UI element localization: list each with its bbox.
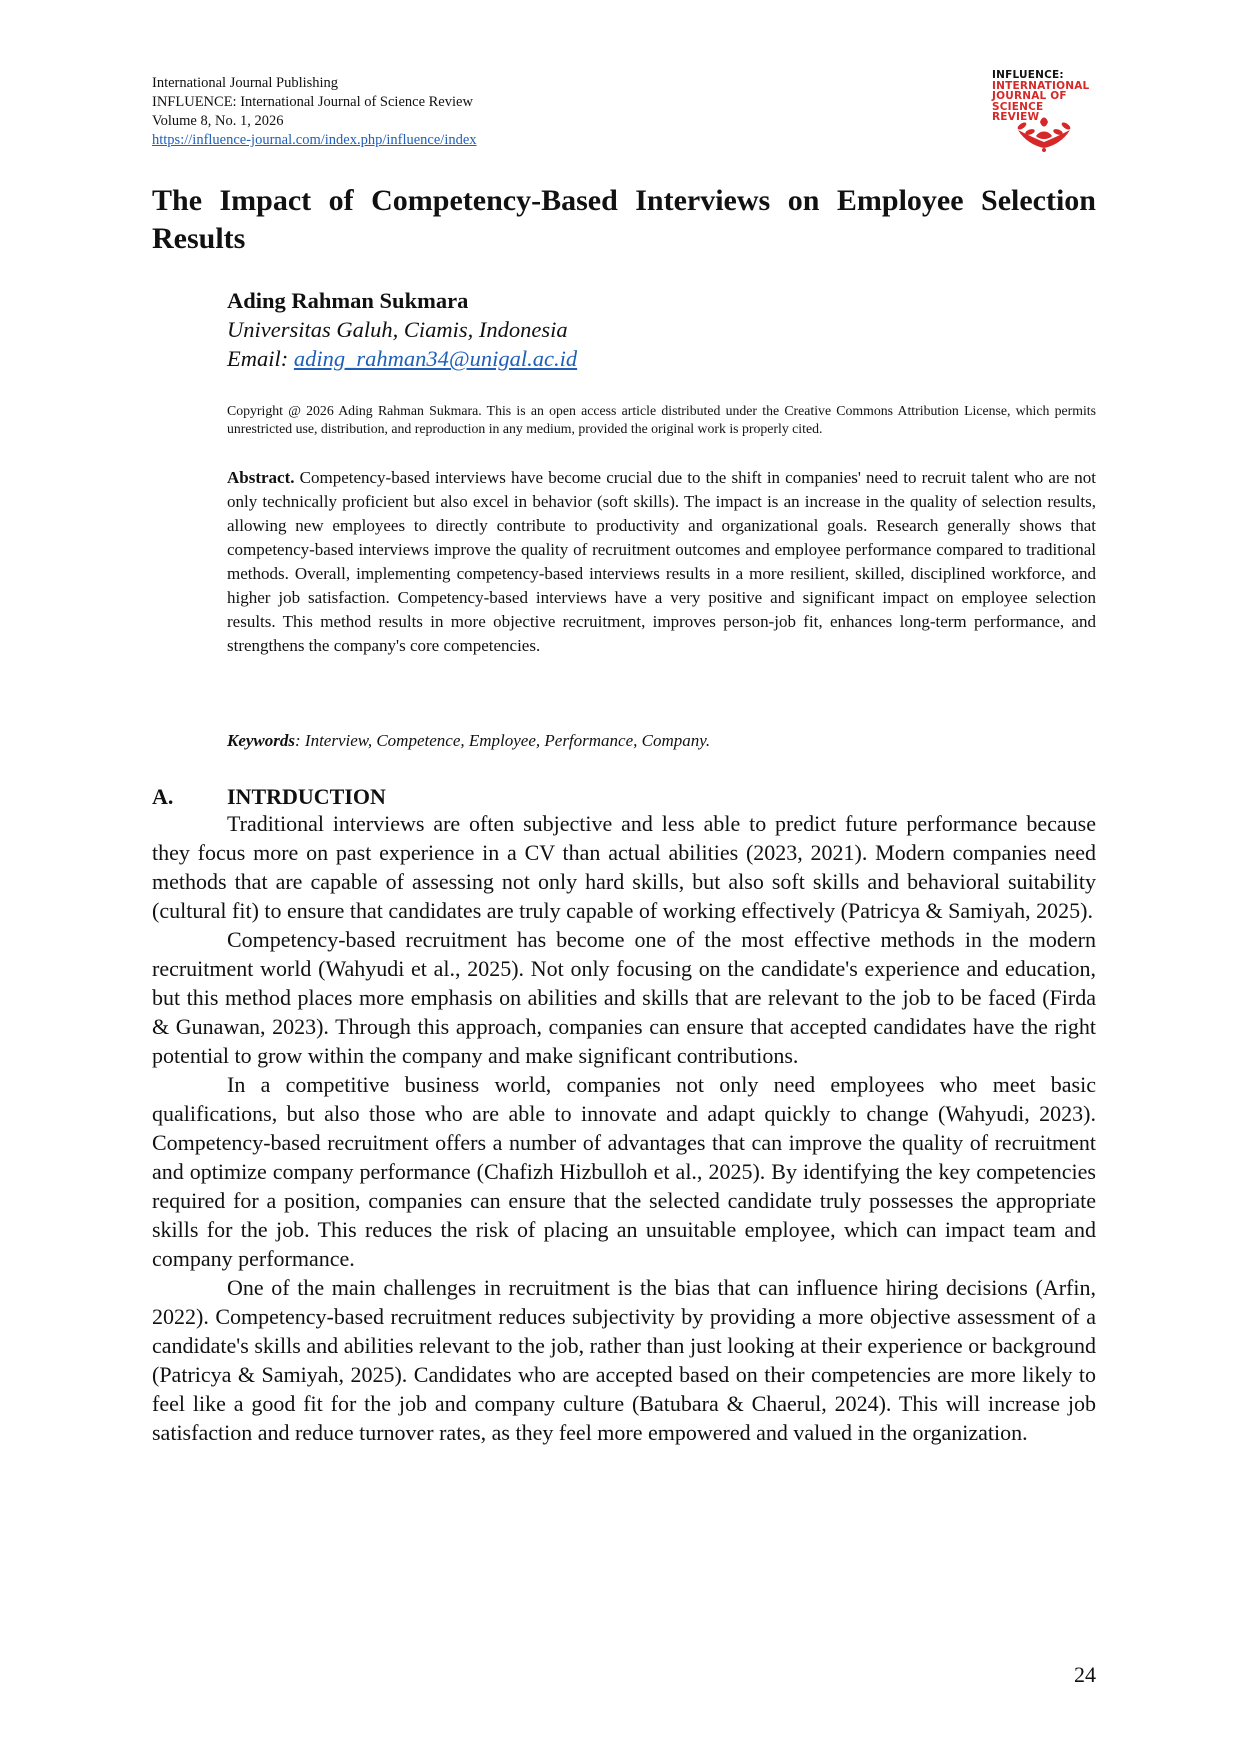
journal-header <box>152 74 477 150</box>
author-affiliation: Universitas Galuh, Ciamis, Indonesia <box>227 317 568 342</box>
author-email-link[interactable]: ading_rahman34@unigal.ac.id <box>293 346 578 371</box>
logo-line-3: JOURNAL OF SCIENCE <box>992 90 1067 113</box>
paper-title: The Impact of Competency-Based Interviews on Employee Selection Results <box>152 184 1096 255</box>
abstract-text: Competency-based interviews have become crucial due to the shift in companies' need to recruit talent who are not only technically proficient but also excel in behavior (soft skills). The impact is an increase in the quality of selection results, allowing new employees to directly contribute to productivity and organizational goals. Research generally shows that competency-based interviews improve the quality of recruitment outcomes and employee performance compared to traditional methods. Overall, implementing competency-based interviews results in a more resilient, skilled, disciplined workforce, and higher job satisfaction. Competency-based interviews have a very positive and significant impact on employee selection results. This method results in more objective recruitment, improves person-job fit, enhances long-term performance, and strengthens the company's core competencies. <box>227 468 1096 655</box>
abstract-label: Abstract. <box>227 468 295 487</box>
section-number: A. <box>152 784 174 809</box>
journal-logo <box>992 70 1096 154</box>
journal-name-line: INFLUENCE: International Journal of Science Review <box>152 94 473 110</box>
journal-url-link[interactable]: https://influence-journal.com/index.php/influence/index <box>152 132 477 148</box>
abstract <box>227 466 1096 658</box>
copyright-notice: Copyright @ 2026 Ading Rahman Sukmara. This is an open access article distributed under the Creative Commons Attribution License, which permits unrestricted use, distribution, and reproduction in any medium, provided the original work is properly cited. <box>227 403 1096 436</box>
volume-line: Volume 8, No. 1, 2026 <box>152 113 284 129</box>
paragraph: Traditional interviews are often subjective and less able to predict future performance because they focus more on past experience in a CV than actual abilities (2023, 2021). Modern companies need methods that are capable of assessing not only hard skills, but also soft skills and behavioral suitability (cultural fit) to ensure that candidates are truly capable of working effectively (Patricya & Samiyah, 2025). <box>152 811 1096 923</box>
email-label: Email: <box>227 346 294 371</box>
paragraph: Competency-based recruitment has become one of the most effective methods in the modern recruitment world (Wahyudi et al., 2025). Not only focusing on the candidate's experience and education, but this method places more emphasis on abilities and skills that are relevant to the job to be faced (Firda & Gunawan, 2023). Through this approach, companies can ensure that accepted candidates have the right potential to grow within the company and make significant contributions. <box>152 927 1096 1068</box>
section-body <box>152 809 1096 1447</box>
author-name: Ading Rahman Sukmara <box>227 288 469 313</box>
keywords-label: Keywords <box>227 731 295 750</box>
logo-line-4: REVIEW <box>992 111 1040 123</box>
laurel-emblem-icon <box>1004 112 1084 152</box>
page-number: 24 <box>1074 1662 1096 1687</box>
keywords <box>227 729 1096 753</box>
section-title: INTRDUCTION <box>227 784 386 809</box>
paragraph: One of the main challenges in recruitment is the bias that can influence hiring decisions (Arfin, 2022). Competency-based recruitment reduces subjectivity by providing a more objective assessment of a candidate's skills and abilities relevant to the job, rather than just looking at their experience or background (Patricya & Samiyah, 2025). Candidates who are accepted based on their competencies are more likely to feel like a good fit for the job and company culture (Batubara & Chaerul, 2024). This will increase job satisfaction and reduce turnover rates, as they feel more empowered and valued in the organization. <box>152 1275 1096 1445</box>
logo-line-2: INTERNATIONAL <box>992 79 1090 92</box>
section-heading <box>152 783 386 811</box>
paragraph: In a competitive business world, companies not only need employees who meet basic qualifications, but also those who are able to innovate and adapt quickly to change (Wahyudi, 2023). Competency-based recruitment offers a number of advantages that can improve the quality of recruitment and optimize company performance (Chafizh Hizbulloh et al., 2025). By identifying the key competencies required for a position, companies can ensure that the selected candidate truly possesses the appropriate skills for the job. This reduces the risk of placing an unsuitable employee, which can impact team and company performance. <box>152 1072 1096 1271</box>
publisher-line: International Journal Publishing <box>152 75 339 91</box>
keywords-text: : Interview, Competence, Employee, Performance, Company. <box>295 731 711 750</box>
author-block <box>227 286 1096 373</box>
author-email-line <box>227 344 1096 373</box>
logo-line-1: INFLUENCE: <box>992 69 1064 81</box>
